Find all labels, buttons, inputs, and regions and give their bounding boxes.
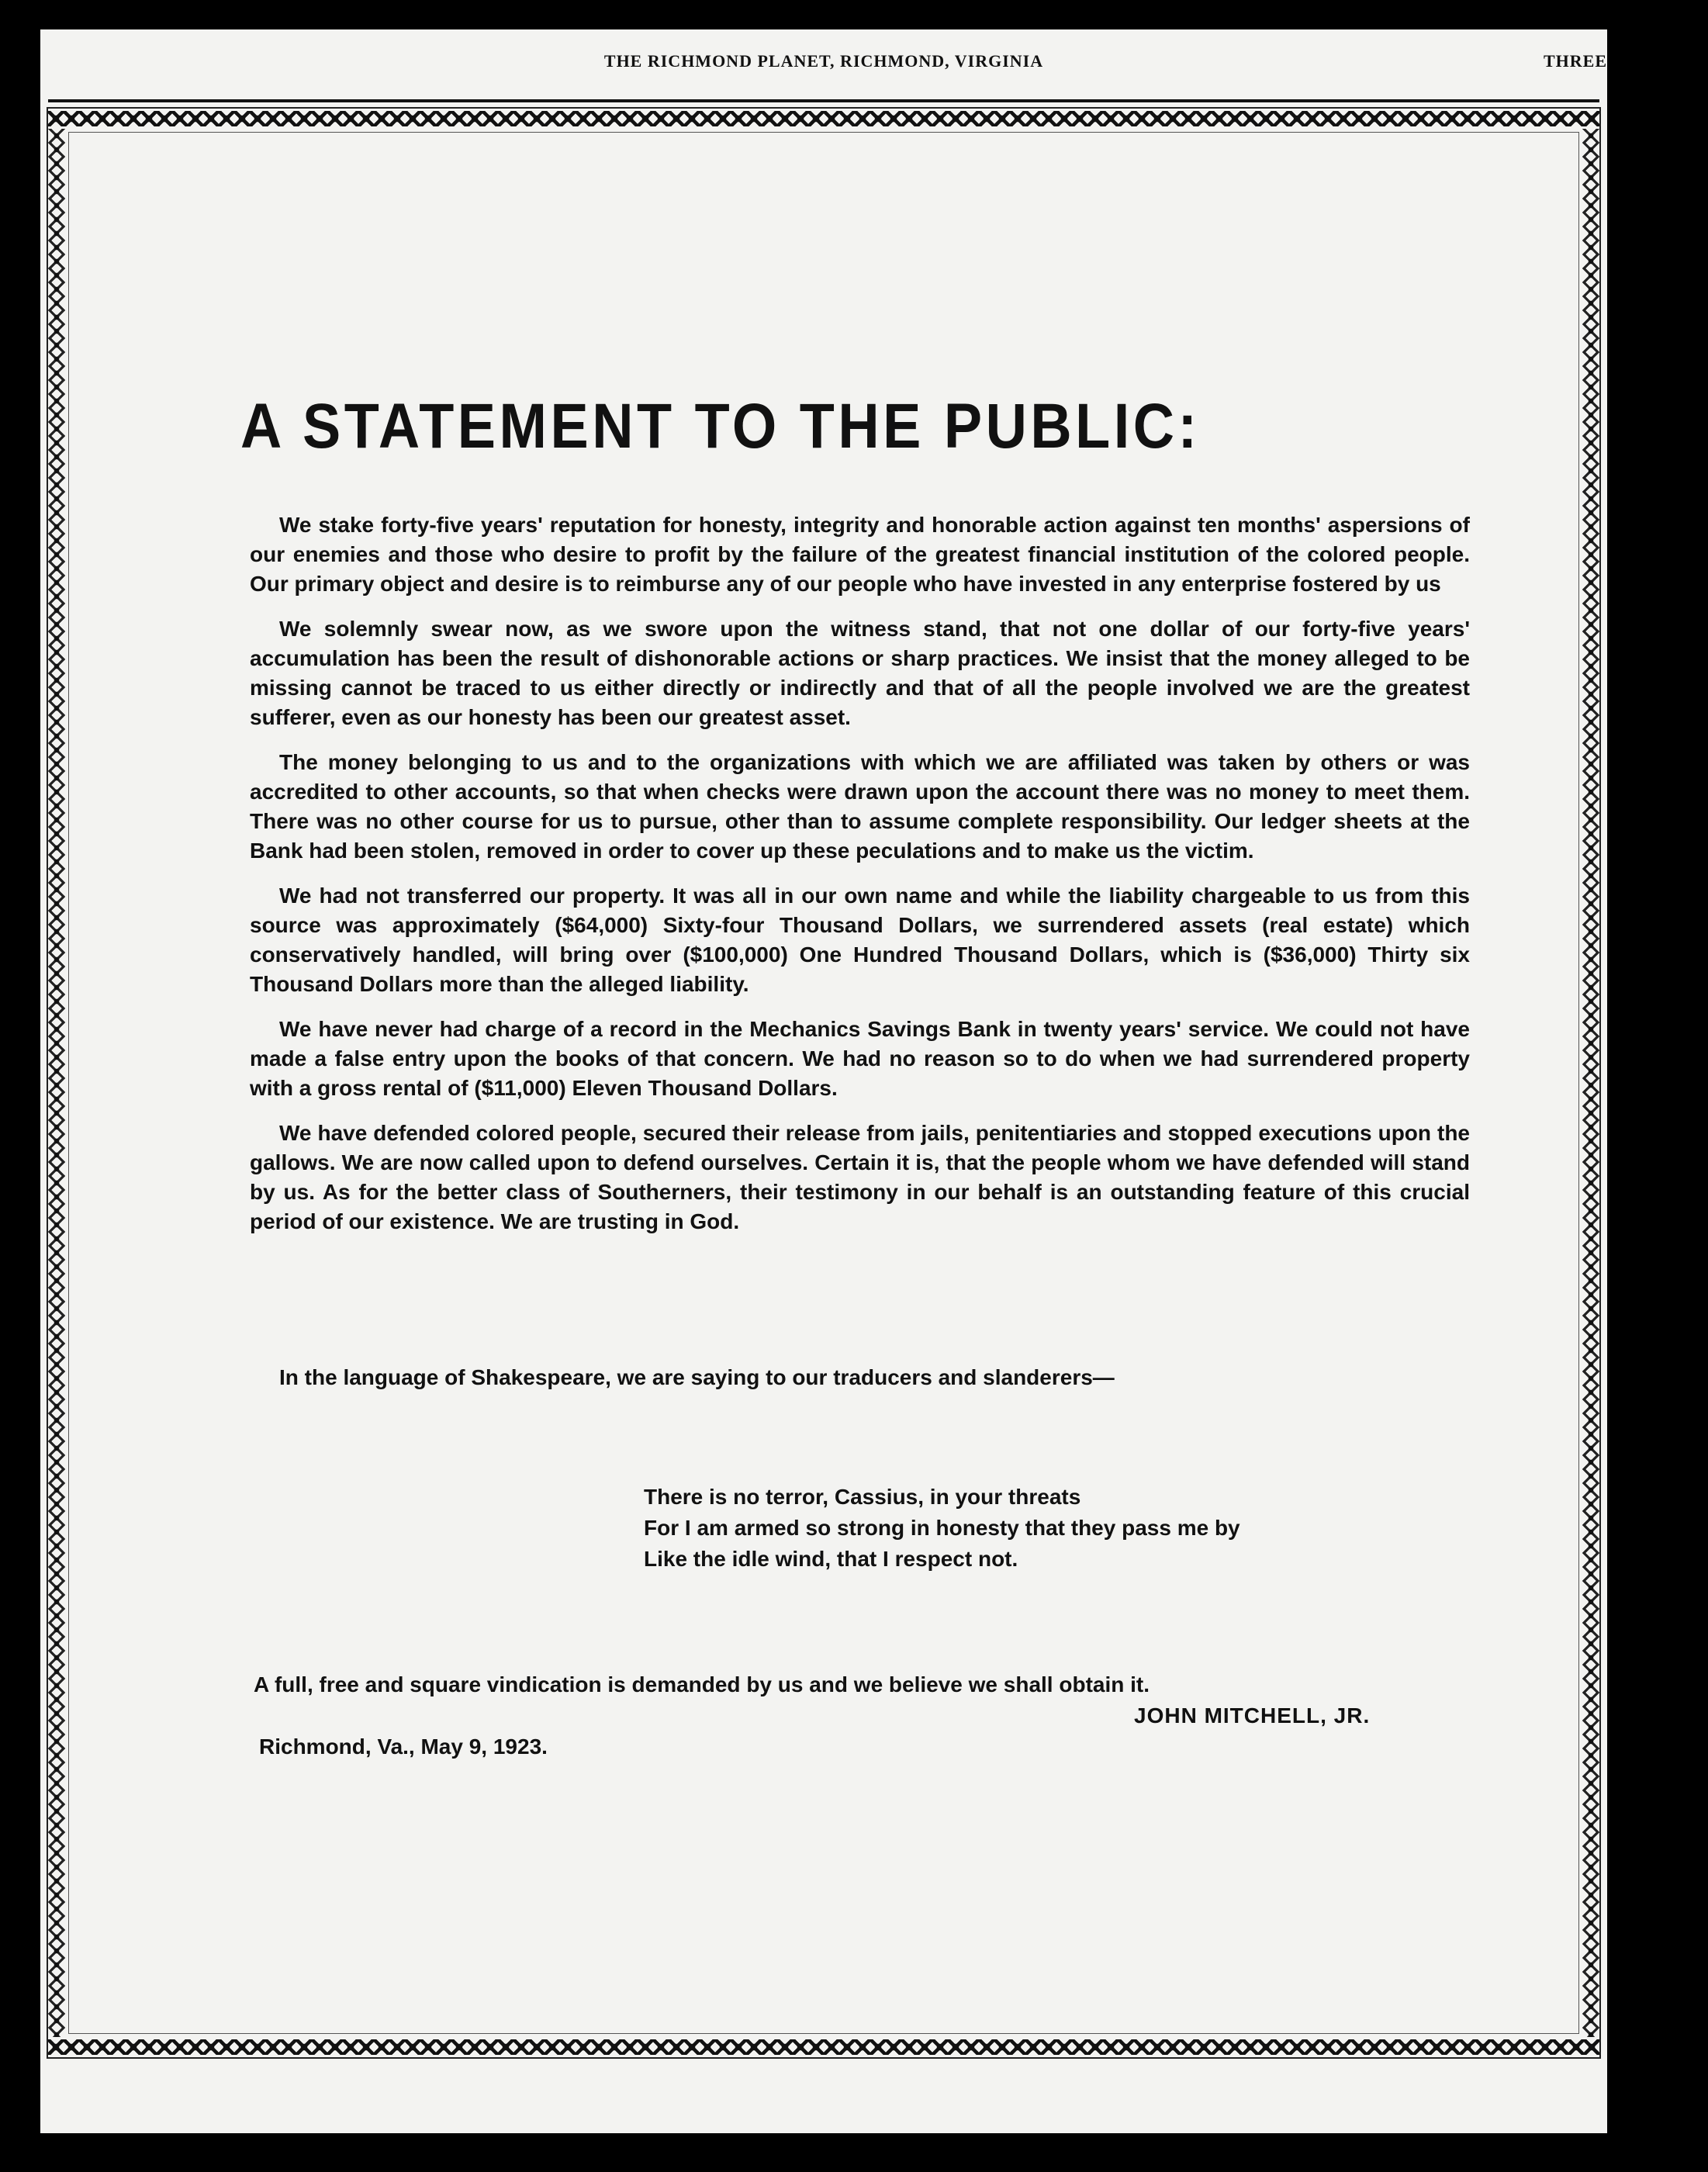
quote-line: For I am armed so strong in honesty that they pass me by [644,1516,1240,1540]
statement-body [250,510,1470,1252]
page-header [40,51,1607,82]
quote-line: There is no terror, Cassius, in your threats [644,1485,1081,1509]
paragraph: The money belonging to us and to the organizations with which we are affiliated was taken by others or was accredited to other accounts, so that when checks were drawn upon the account there was no money to meet them. There was no other course for us to pursue, other than to assume complete responsibility. Our ledger sheets at the Bank had been stolen, removed in order to cover up these peculations and to make us the victim. [250,750,1470,863]
ornament-border-top [48,109,1599,129]
paragraph: We solemnly swear now, as we swore upon the witness stand, that not one dollar of our forty-five years' accumulation has been the result of dishonorable actions or sharp practices. We insist that the money alleged to be missing cannot be traced to us either directly or indirectly and that of all the people involved we are the greatest sufferer, even as our honesty has been our greatest asset. [250,617,1470,729]
quote-line: Like the idle wind, that I respect not. [644,1547,1018,1571]
paragraph: We have defended colored people, secured their release from jails, penitentiaries and stopped executions upon the gallows. We are now called upon to defend ourselves. Certain it is, that the people whom we have defended will stand by us. As for the better class of Southerners, their testimony in our behalf is an outstanding feature of this crucial period of our existence. We are trusting in God. [250,1121,1470,1233]
statement-title: A STATEMENT TO THE PUBLIC: [240,391,1201,462]
closing-line: A full, free and square vindication is demanded by us and we believe we shall obtain it. [254,1672,1150,1696]
header-rule [48,99,1599,102]
dateline: Richmond, Va., May 9, 1923. [259,1734,548,1759]
ornament-border-right [1582,129,1599,2037]
ornament-border-bottom [48,2037,1599,2057]
paragraph: We have never had charge of a record in the Mechanics Savings Bank in twenty years' service. We could not have made a false entry upon the books of that concern. We had no reason so to do when we had surrendered property with a gross rental of ($11,000) Eleven Thousand Dollars. [250,1017,1470,1100]
signature: JOHN MITCHELL, JR. [1134,1703,1371,1728]
paragraph: We had not transferred our property. It was all in our own name and while the liability chargeable to us from this source was approximately ($64,000) Sixty-four Thousand Dollars, we surrendered assets (real estate) which conservatively handled, will bring over ($100,000) One Hundred Thousand Dollars, which is ($36,000) Thirty six Thousand Dollars more than the alleged liability. [250,884,1470,996]
running-head: THE RICHMOND PLANET, RICHMOND, VIRGINIA [603,51,1044,71]
shakespeare-intro: In the language of Shakespeare, we are saying to our traducers and slanderers— [279,1365,1115,1389]
shakespeare-quote [644,1482,1240,1575]
ornament-border-left [48,129,65,2037]
page-number: THREE [1543,51,1607,71]
newspaper-page [40,29,1607,2133]
paragraph: We stake forty-five years' reputation for honesty, integrity and honorable action against ten months' aspersions of our enemies and those who desire to profit by the failure of the greatest financial institution of the colored people. Our primary object and desire is to reimburse any of our people who have invested in any enterprise fostered by us [250,513,1470,596]
